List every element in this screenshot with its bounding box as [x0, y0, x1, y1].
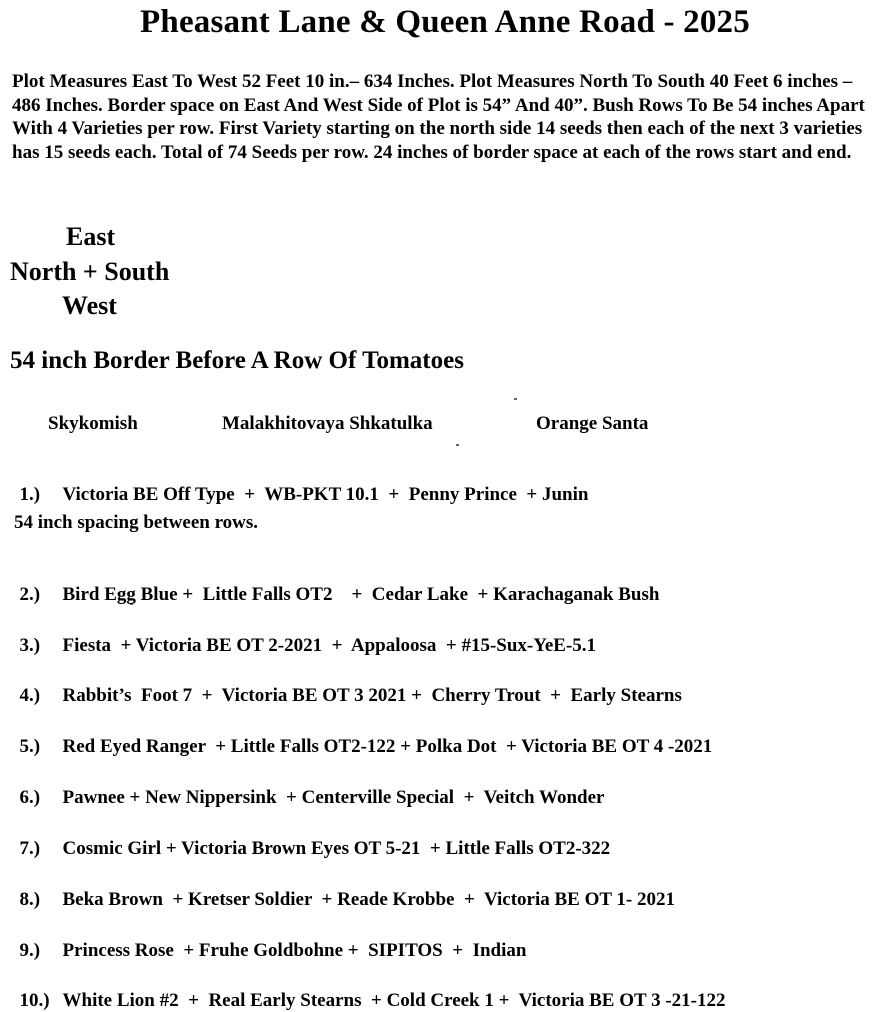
row-number: 6.) — [19, 787, 41, 808]
bean-row — [10, 765, 604, 809]
row-spacing-note: 54 inch spacing between rows. — [14, 512, 259, 533]
row-number: 7.) — [19, 838, 41, 859]
bean-row — [10, 968, 726, 1012]
row-number: 8.) — [19, 889, 41, 910]
row-number: 3.) — [19, 635, 41, 656]
row-number: 9.) — [19, 940, 41, 961]
row-number: 1.) — [19, 484, 41, 505]
row-number: 5.) — [19, 736, 41, 757]
border-heading: 54 inch Border Before A Row Of Tomatoes — [10, 347, 464, 374]
bean-row — [10, 918, 526, 962]
row-varieties: Victoria BE Off Type + WB-PKT 10.1 + Penny Prince + Junin — [62, 484, 589, 505]
row-varieties: Beka Brown + Kretser Soldier + Reade Krobbe + Victoria BE OT 1- 2021 — [62, 889, 676, 910]
row-varieties: Cosmic Girl + Victoria Brown Eyes OT 5-21 + Little Falls OT2-322 — [62, 838, 611, 859]
compass-east: East — [66, 222, 116, 251]
compass-north-south: North + South — [10, 257, 170, 286]
plot-description — [12, 70, 882, 164]
row-varieties: Rabbit’s Foot 7 + Victoria BE OT 3 2021 + Cherry Trout + Early Stearns — [62, 685, 682, 706]
row-number: 10.) — [19, 990, 50, 1011]
page-title: Pheasant Lane & Queen Anne Road - 2025 — [140, 4, 750, 40]
scan-speck — [456, 444, 459, 446]
tomato-variety-2: Malakhitovaya Shkatulka — [222, 413, 433, 434]
bean-row — [10, 867, 675, 911]
tomato-variety-3: Orange Santa — [536, 413, 649, 434]
row-varieties: Red Eyed Ranger + Little Falls OT2-122 + Polka Dot + Victoria BE OT 4 -2021 — [62, 736, 713, 757]
bean-row — [10, 613, 596, 657]
tomato-variety-1: Skykomish — [48, 413, 138, 434]
row-varieties: Bird Egg Blue + Little Falls OT2 + Cedar Lake + Karachaganak Bush — [62, 584, 660, 605]
row-number: 4.) — [19, 685, 41, 706]
row-varieties: Princess Rose + Fruhe Goldbohne + SIPITOS + Indian — [62, 940, 527, 961]
row-varieties: White Lion #2 + Real Early Stearns + Cold Creek 1 + Victoria BE OT 3 -21-122 — [62, 990, 726, 1011]
bean-row — [10, 562, 659, 606]
plot-description-text: Plot Measures East To West 52 Feet 10 in.– 634 Inches. Plot Measures North To South 40 Feet 6 inches – 486 Inches. Border space on East And West Side of Plot is 54” And 40”. Bush Rows To Be 54 inches Apart With 4 Varieties per row. First Variety starting on the north side 14 seeds then each of the next 3 varieties has 15 seeds each. Total of 74 Seeds per row. 24 inches of border space at each of the rows start and end. — [12, 71, 865, 163]
bean-row — [10, 816, 610, 860]
row-number: 2.) — [19, 584, 41, 605]
bean-row — [10, 714, 712, 758]
scan-speck — [514, 398, 517, 400]
row-varieties: Pawnee + New Nippersink + Centerville Special + Veitch Wonder — [62, 787, 605, 808]
row-varieties: Fiesta + Victoria BE OT 2-2021 + Appaloosa + #15-Sux-YeE-5.1 — [62, 635, 597, 656]
bean-row — [10, 462, 588, 506]
compass-west: West — [62, 291, 117, 320]
bean-row — [10, 663, 682, 707]
